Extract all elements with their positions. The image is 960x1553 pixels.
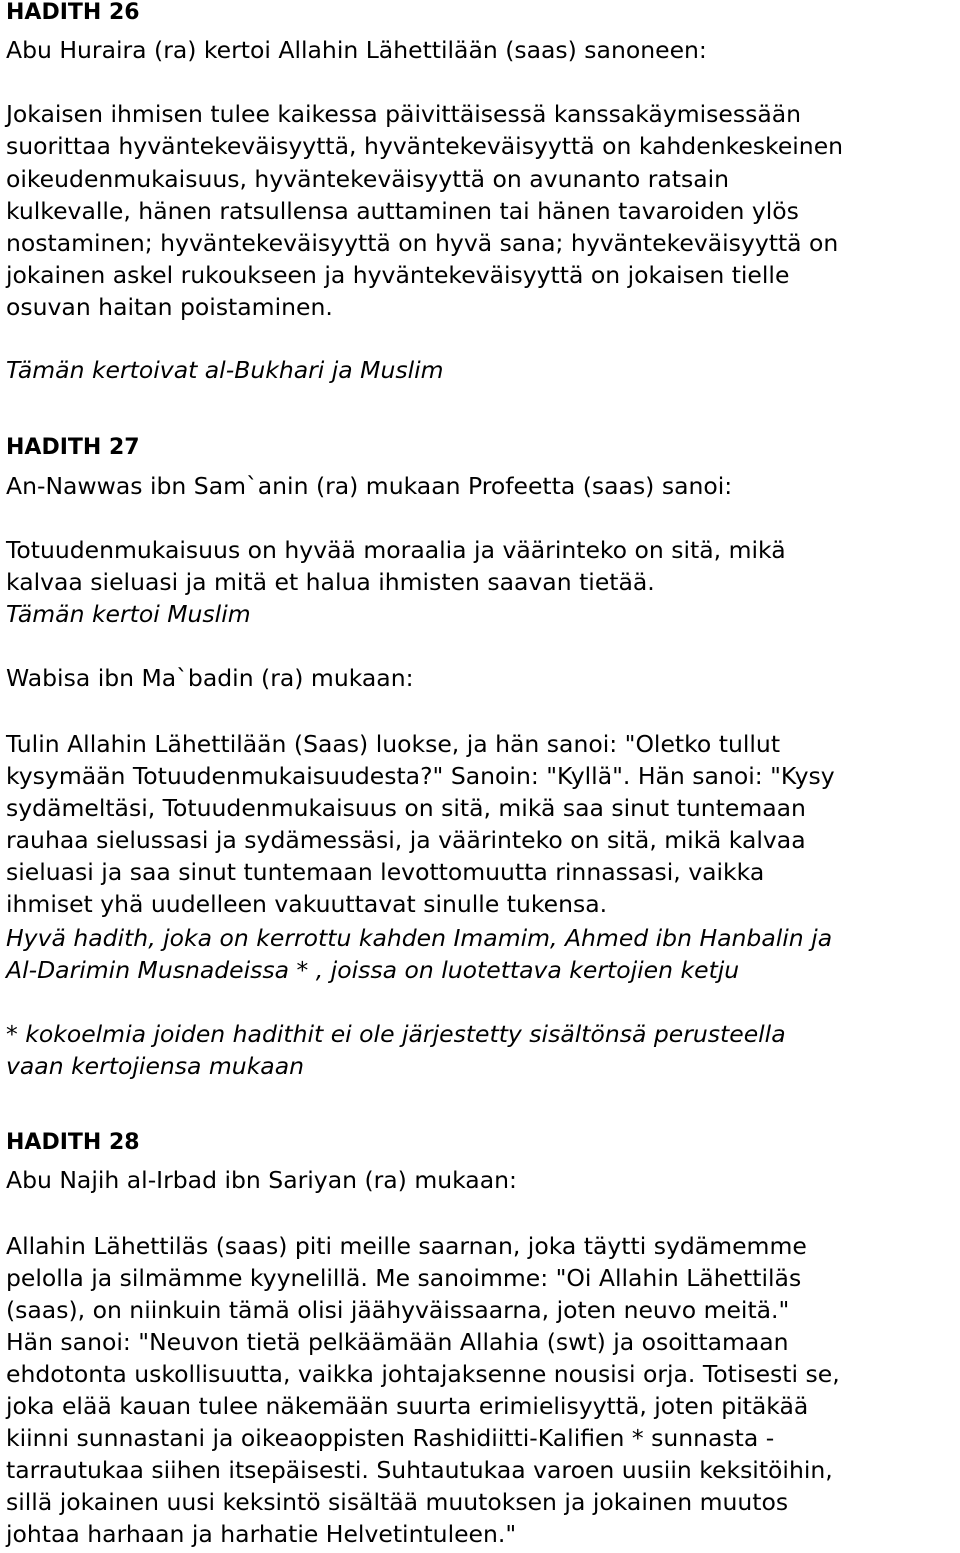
hadith-28-text-line: johtaa harhaan ja harhatie Helvetintuleen." — [6, 1520, 517, 1548]
hadith-27-text2-line: Tulin Allahin Lähettilään (Saas) luokse, ja hän sanoi: "Oletko tullut — [6, 730, 781, 758]
hadith-26-narrator: Abu Huraira (ra) kertoi Allahin Lähettilään (saas) sanoneen: — [6, 36, 707, 64]
hadith-27-text2-line: kysymään Totuudenmukaisuudesta?" Sanoin: "Kyllä". Hän sanoi: "Kysy — [6, 762, 835, 790]
hadith-28-text-line: pelolla ja silmämme kyynelillä. Me sanoimme: "Oi Allahin Lähettiläs — [6, 1264, 802, 1292]
hadith-27-text-line: kalvaa sieluasi ja mitä et halua ihmisten saavan tietää. — [6, 568, 655, 596]
hadith-27-source-2-line: Al-Darimin Musnadeissa * , joissa on luotettava kertojien ketju — [6, 956, 740, 984]
hadith-28-text-line: ehdotonta uskollisuutta, vaikka johtajaksenne nousisi orja. Totisesti se, — [6, 1360, 840, 1388]
hadith-27-text2-line: ihmiset yhä uudelleen vakuuttavat sinulle tukensa. — [6, 890, 608, 918]
hadith-28-text-line: joka elää kauan tulee näkemään suurta erimielisyyttä, joten pitäkää — [6, 1392, 809, 1420]
hadith-26-text-line: kulkevalle, hänen ratsullensa auttaminen tai hänen tavaroiden ylös — [6, 197, 799, 225]
hadith-27-text-line: Totuudenmukaisuus on hyvää moraalia ja väärinteko on sitä, mikä — [6, 536, 786, 564]
hadith-28-text-line: kiinni sunnastani ja oikeaoppisten Rashidiitti-Kalifien * sunnasta - — [6, 1424, 775, 1452]
hadith-27-text2-line: rauhaa sielussasi ja sydämessäsi, ja väärinteko on sitä, mikä kalvaa — [6, 826, 806, 854]
hadith-28-text-line: (saas), on niinkuin tämä olisi jäähyväissaarna, joten neuvo meitä." — [6, 1296, 790, 1324]
hadith-28-heading: HADITH 28 — [6, 1130, 140, 1155]
hadith-27-text2-line: sieluasi ja saa sinut tuntemaan levottomuutta rinnassasi, vaikka — [6, 858, 765, 886]
hadith-28-text-line: Allahin Lähettiläs (saas) piti meille saarnan, joka täytti sydämemme — [6, 1232, 807, 1260]
hadith-28-narrator: Abu Najih al-Irbad ibn Sariyan (ra) mukaan: — [6, 1166, 517, 1194]
hadith-28-text-line: Hän sanoi: "Neuvon tietä pelkäämään Allahia (swt) ja osoittamaan — [6, 1328, 789, 1356]
hadith-26-heading: HADITH 26 — [6, 0, 140, 25]
hadith-28-text-line: tarrautukaa siihen itsepäisesti. Suhtautukaa varoen uusiin keksitöihin, — [6, 1456, 833, 1484]
hadith-27-narrator-2: Wabisa ibn Ma`badin (ra) mukaan: — [6, 664, 414, 692]
hadith-27-text2-line: sydämeltäsi, Totuudenmukaisuus on sitä, mikä saa sinut tuntemaan — [6, 794, 806, 822]
hadith-26-text-line: jokainen askel rukoukseen ja hyväntekeväisyyttä on jokaisen tielle — [6, 261, 790, 289]
hadith-27-narrator: An-Nawwas ibn Sam`anin (ra) mukaan Profeetta (saas) sanoi: — [6, 472, 733, 500]
hadith-27-source: Tämän kertoi Muslim — [6, 600, 251, 628]
hadith-26-text-line: suorittaa hyväntekeväisyyttä, hyväntekeväisyyttä on kahdenkeskeinen — [6, 132, 844, 160]
hadith-27-footnote-line: vaan kertojiensa mukaan — [6, 1052, 305, 1080]
hadith-27-source-2-line: Hyvä hadith, joka on kerrottu kahden Imamim, Ahmed ibn Hanbalin ja — [6, 924, 833, 952]
hadith-26-text-line: osuvan haitan poistaminen. — [6, 293, 333, 321]
hadith-26-text-line: oikeudenmukaisuus, hyväntekeväisyyttä on avunanto ratsain — [6, 165, 730, 193]
hadith-27-footnote-line: * kokoelmia joiden hadithit ei ole järjestetty sisältönsä perusteella — [6, 1020, 786, 1048]
hadith-28-text-line: sillä jokainen uusi keksintö sisältää muutoksen ja jokainen muutos — [6, 1488, 789, 1516]
hadith-26-text-line: nostaminen; hyväntekeväisyyttä on hyvä sana; hyväntekeväisyyttä on — [6, 229, 839, 257]
hadith-27-heading: HADITH 27 — [6, 435, 140, 460]
hadith-26-source: Tämän kertoivat al-Bukhari ja Muslim — [6, 356, 444, 384]
hadith-26-text-line: Jokaisen ihmisen tulee kaikessa päivittäisessä kanssakäymisessään — [6, 100, 802, 128]
